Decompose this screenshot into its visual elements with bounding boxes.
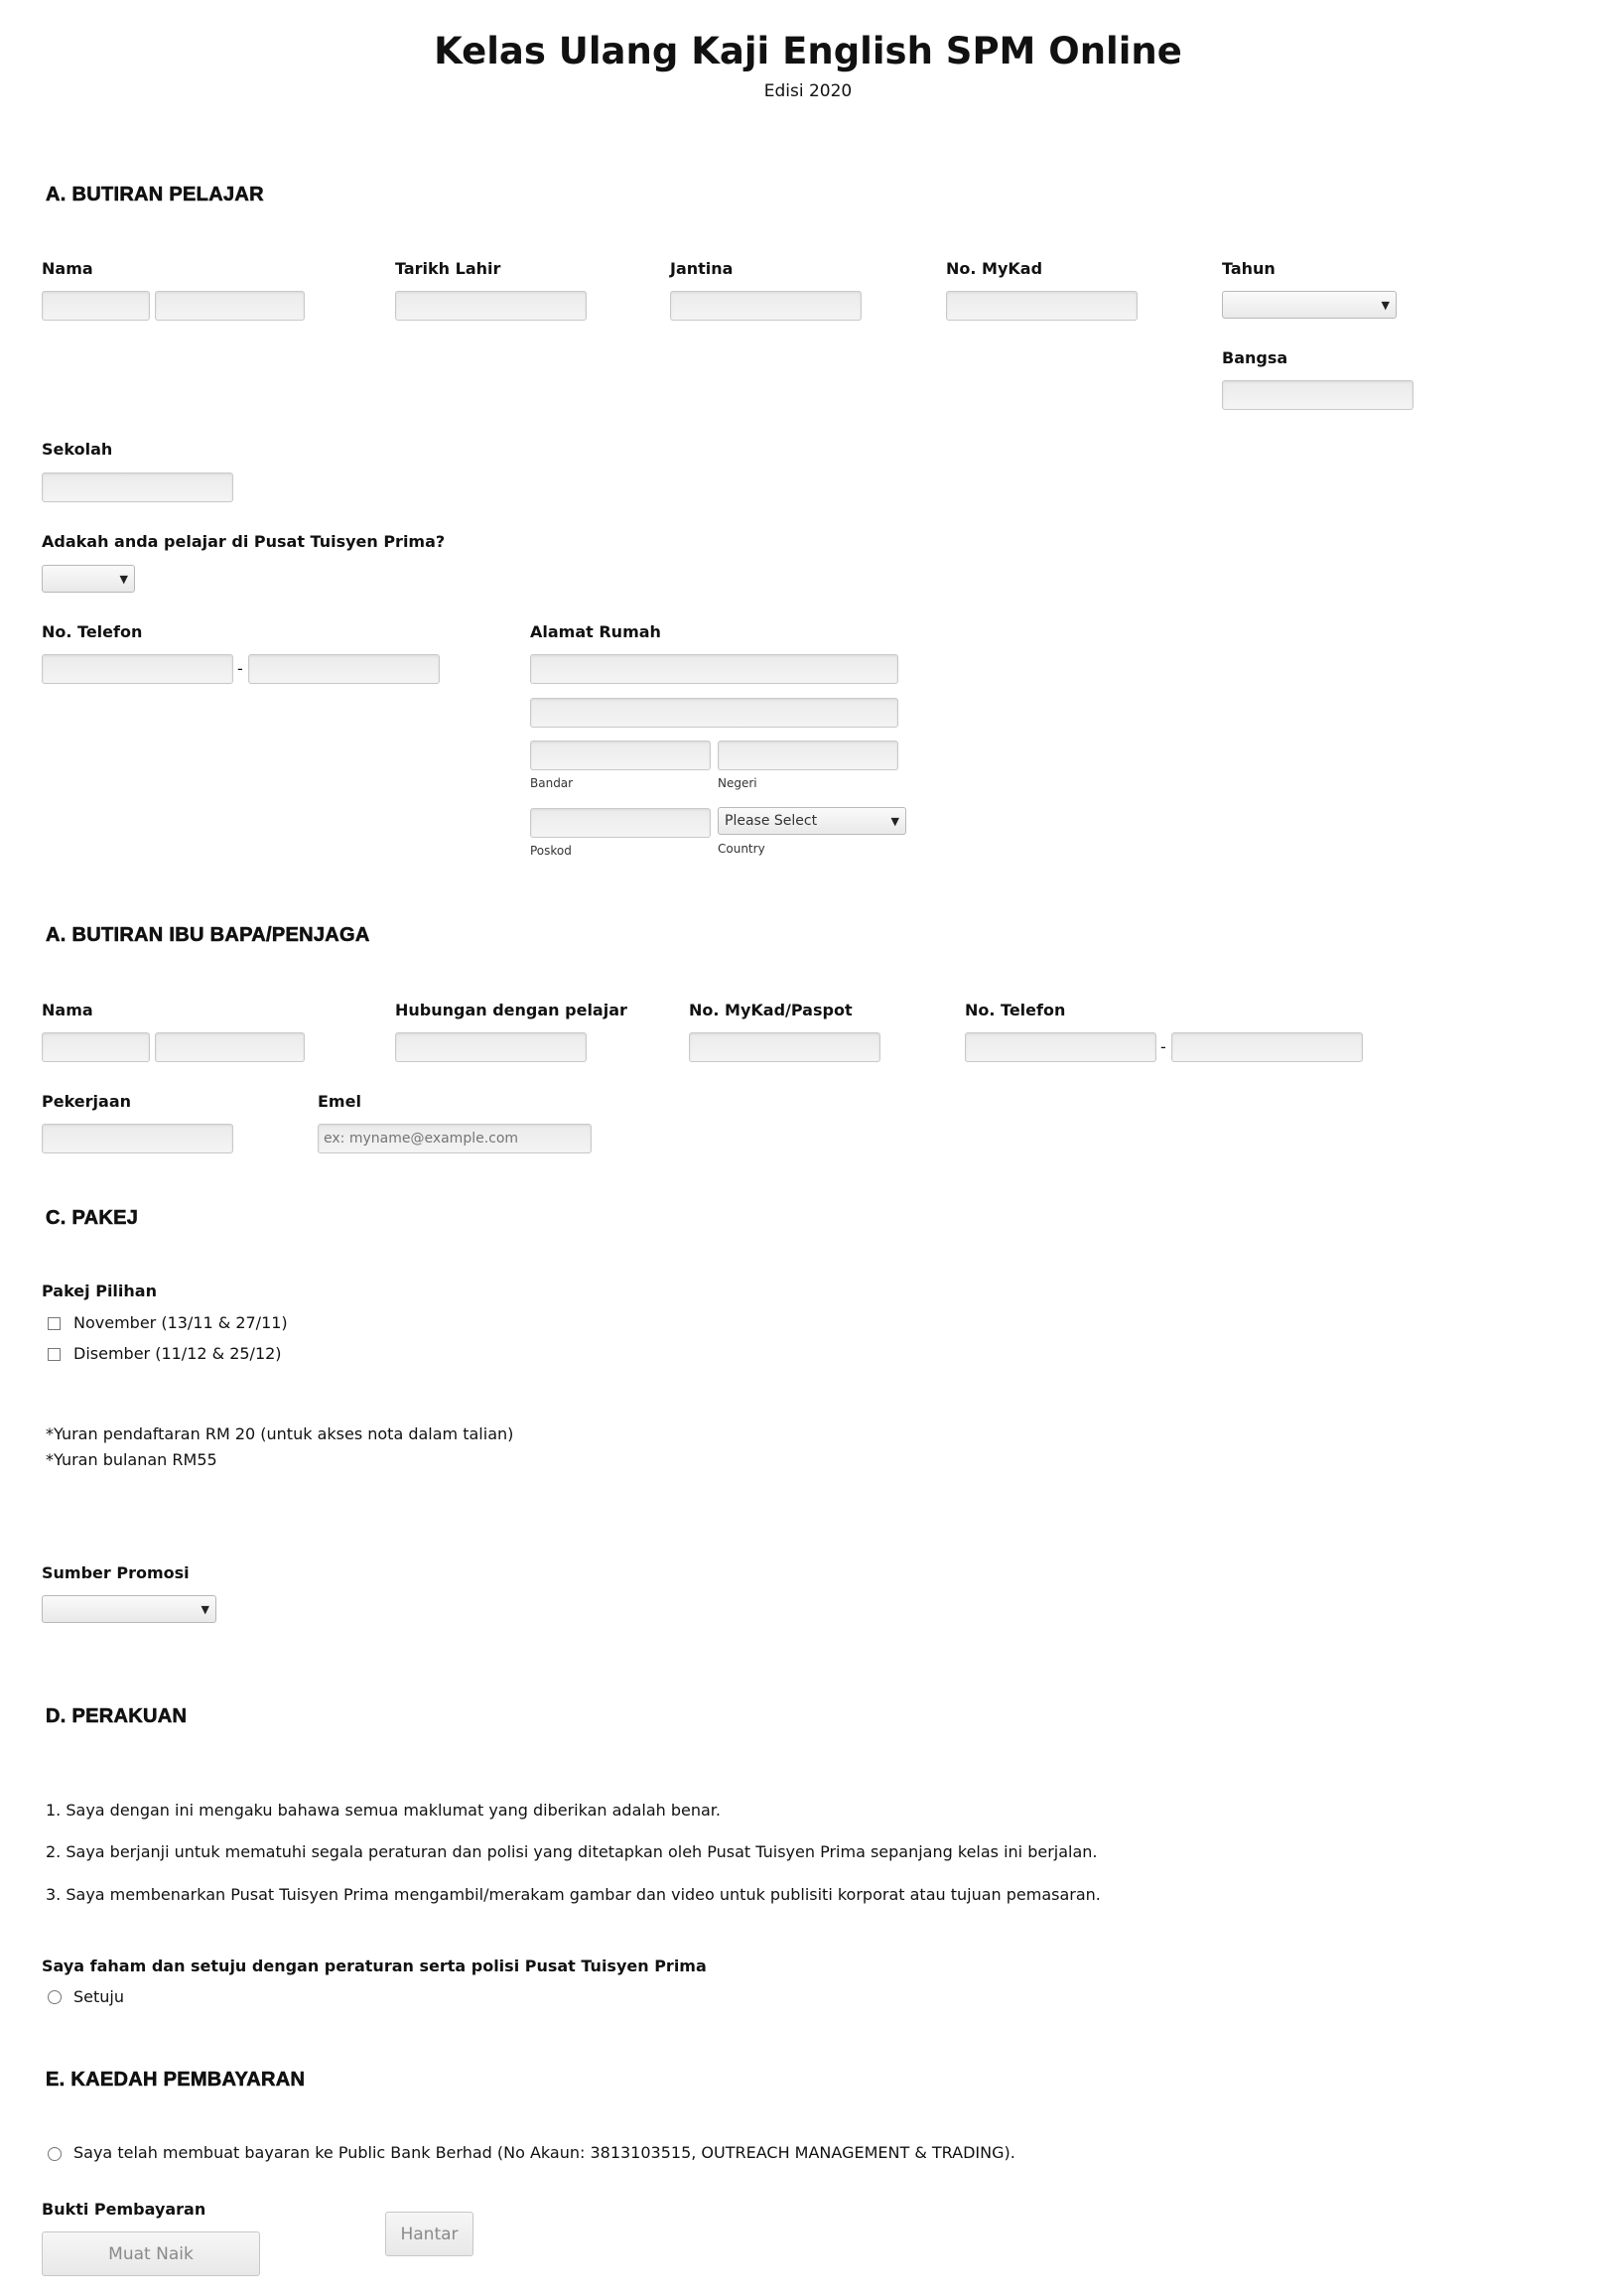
agree-question: Saya faham dan setuju dengan peraturan serta polisi Pusat Tuisyen Prima (42, 1957, 707, 1975)
chevron-down-icon: ▼ (1381, 298, 1390, 312)
parent-phone-label: No. Telefon (965, 1001, 1066, 1019)
country-select-value: Please Select (725, 813, 818, 829)
occupation-input[interactable] (42, 1124, 233, 1153)
package-november-checkbox[interactable] (48, 1317, 61, 1330)
state-sublabel: Negeri (718, 776, 757, 790)
gender-input[interactable] (670, 291, 862, 321)
tuition-student-question: Adakah anda pelajar di Pusat Tuisyen Prima? (42, 532, 446, 551)
gender-label: Jantina (670, 259, 734, 278)
form-subtitle: Edisi 2020 (763, 81, 853, 101)
birthdate-input[interactable] (395, 291, 587, 321)
agree-radio-label: Setuju (73, 1987, 124, 2006)
section-heading-package: C. PAKEJ (46, 1207, 139, 1229)
tuition-student-select[interactable] (42, 565, 135, 593)
form-title: Kelas Ulang Kaji English SPM Online (434, 30, 1182, 72)
postcode-sublabel: Poskod (530, 844, 572, 858)
registration-fee-note: *Yuran pendaftaran RM 20 (untuk akses nota dalam talian) (46, 1424, 514, 1443)
mykad-label: No. MyKad (946, 259, 1043, 278)
monthly-fee-note: *Yuran bulanan RM55 (46, 1450, 217, 1469)
declaration-statement-1: 1. Saya dengan ini mengaku bahawa semua maklumat yang diberikan adalah benar. (46, 1801, 721, 1820)
school-label: Sekolah (42, 440, 113, 459)
parent-name-label: Nama (42, 1001, 93, 1019)
address-line1-input[interactable] (530, 654, 898, 684)
chevron-down-icon: ▼ (890, 814, 899, 828)
payment-proof-label: Bukti Pembayaran (42, 2200, 206, 2219)
address-line2-input[interactable] (530, 698, 898, 728)
agree-radio[interactable] (48, 1990, 62, 2004)
declaration-statement-3: 3. Saya membenarkan Pusat Tuisyen Prima mengambil/merakam gambar dan video untuk publisiti korporat atau tujuan pemasaran. (46, 1885, 1101, 1904)
city-sublabel: Bandar (530, 776, 574, 790)
relationship-label: Hubungan dengan pelajar (395, 1001, 627, 1019)
submit-button[interactable]: Hantar (385, 2212, 473, 2256)
school-input[interactable] (42, 473, 233, 502)
section-heading-declaration: D. PERAKUAN (46, 1705, 188, 1727)
state-input[interactable] (718, 741, 898, 770)
section-heading-payment: E. KAEDAH PEMBAYARAN (46, 2069, 306, 2091)
race-label: Bangsa (1222, 348, 1288, 367)
occupation-label: Pekerjaan (42, 1092, 131, 1111)
parent-phone-number-input[interactable] (1171, 1032, 1363, 1062)
email-input[interactable] (318, 1124, 592, 1153)
phone-separator: - (237, 659, 243, 678)
section-heading-student: A. BUTIRAN PELAJAR (46, 184, 264, 205)
relationship-input[interactable] (395, 1032, 587, 1062)
student-last-name-input[interactable] (155, 291, 305, 321)
parent-last-name-input[interactable] (155, 1032, 305, 1062)
country-select[interactable] (718, 807, 906, 835)
chevron-down-icon: ▼ (201, 1602, 209, 1616)
promotion-source-select[interactable] (42, 1595, 216, 1623)
parent-phone-separator: - (1160, 1037, 1166, 1056)
parent-mykad-input[interactable] (689, 1032, 880, 1062)
year-label: Tahun (1222, 259, 1276, 278)
country-sublabel: Country (718, 842, 765, 856)
student-phone-area-input[interactable] (42, 654, 233, 684)
student-phone-label: No. Telefon (42, 622, 143, 641)
upload-button[interactable]: Muat Naik (42, 2231, 260, 2276)
declaration-statement-2: 2. Saya berjanji untuk mematuhi segala peraturan dan polisi yang ditetapkan oleh Pusat Tuisyen Prima sepanjang kelas ini berjalan. (46, 1842, 1098, 1861)
email-label: Emel (318, 1092, 361, 1111)
promotion-source-label: Sumber Promosi (42, 1563, 190, 1582)
mykad-input[interactable] (946, 291, 1138, 321)
package-november-label: November (13/11 & 27/11) (73, 1313, 288, 1332)
race-input[interactable] (1222, 380, 1414, 410)
city-input[interactable] (530, 741, 711, 770)
chevron-down-icon: ▼ (119, 572, 128, 586)
student-name-label: Nama (42, 259, 93, 278)
address-label: Alamat Rumah (530, 622, 661, 641)
year-select[interactable] (1222, 291, 1397, 319)
parent-first-name-input[interactable] (42, 1032, 150, 1062)
student-first-name-input[interactable] (42, 291, 150, 321)
student-phone-number-input[interactable] (248, 654, 440, 684)
package-december-checkbox[interactable] (48, 1348, 61, 1361)
parent-mykad-label: No. MyKad/Paspot (689, 1001, 853, 1019)
postcode-input[interactable] (530, 808, 711, 838)
package-label: Pakej Pilihan (42, 1282, 157, 1300)
payment-radio-label: Saya telah membuat bayaran ke Public Bank Berhad (No Akaun: 3813103515, OUTREACH MANAGEMENT & TRADING). (73, 2143, 1015, 2162)
section-heading-parent: A. BUTIRAN IBU BAPA/PENJAGA (46, 924, 370, 946)
payment-radio[interactable] (48, 2147, 62, 2161)
package-december-label: Disember (11/12 & 25/12) (73, 1344, 282, 1363)
parent-phone-area-input[interactable] (965, 1032, 1156, 1062)
birthdate-label: Tarikh Lahir (395, 259, 501, 278)
